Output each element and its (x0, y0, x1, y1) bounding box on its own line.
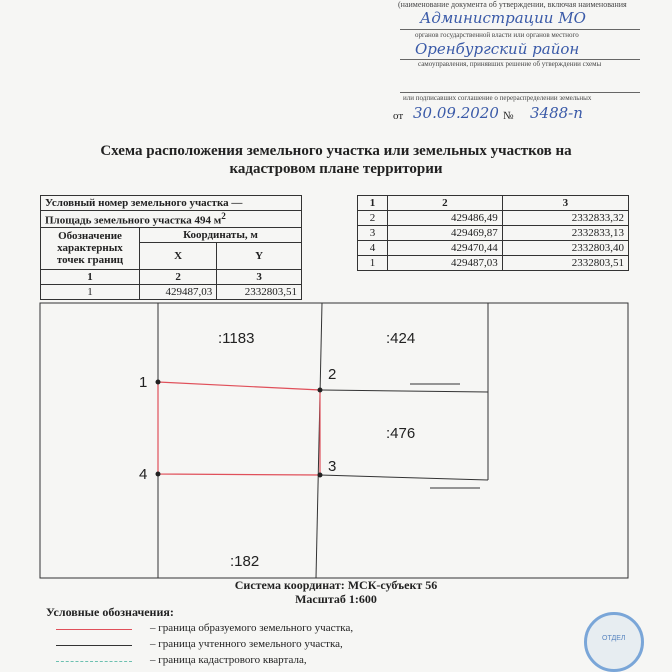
number-handwritten: 3488-п (530, 104, 583, 122)
authority-handwritten: Администрации МО (420, 9, 586, 27)
coord-system: Система координат: МСК-субъект 56 (234, 578, 438, 592)
index-cell: 3 (217, 269, 302, 284)
col-x: X (140, 242, 217, 269)
cell: 429487,03 (387, 256, 502, 271)
map-frame (40, 303, 628, 578)
scale: Масштаб 1:600 (295, 592, 377, 606)
cell: 429487,03 (140, 284, 217, 299)
title-line1: Схема расположения земельного участка или земельных участков на (100, 143, 572, 159)
existing-boundaries (158, 303, 488, 578)
number-sign: № (503, 110, 514, 122)
date-handwritten: 30.09.2020 (413, 104, 499, 122)
caption-3: самоуправления, принявших решение об утверждении схемы (418, 60, 602, 68)
index-cell: 1 (358, 196, 388, 211)
legend-title: Условные обозначения: (46, 605, 174, 619)
title-line2: кадастровом плане территории (229, 161, 443, 177)
area-label: Площадь земельного участка 494 м (45, 214, 222, 227)
col-coords: Координаты, м (140, 227, 302, 242)
area-sup: 2 (221, 211, 226, 221)
cell: 2332803,51 (502, 256, 628, 271)
caption-2: органов государственной власти или органов местного (415, 31, 579, 39)
boundary-points (156, 380, 323, 478)
cell: 2332803,51 (217, 284, 302, 299)
cell: 1 (41, 284, 140, 299)
cell: 2332803,40 (502, 241, 628, 256)
cell: 2332833,13 (502, 226, 628, 241)
parcel-label: :1183 (218, 330, 255, 347)
point-label: 2 (328, 366, 337, 383)
index-cell: 2 (387, 196, 502, 211)
caption-4: или подписавших соглашение о перераспределении земельных (403, 94, 592, 102)
legend-dashed-line (56, 661, 132, 662)
legend-item: – граница кадастрового квартала, (150, 654, 307, 666)
col-points: Обозначение характерных точек границ (41, 227, 140, 269)
legend-item: – граница учтенного земельного участка, (150, 638, 343, 650)
parcel-label: :424 (386, 330, 416, 347)
point-label: 3 (328, 458, 337, 475)
cell: 2332833,32 (502, 211, 628, 226)
cell: 3 (358, 226, 388, 241)
caption-1: (наименование документа об утверждении, включая наименования (398, 0, 627, 9)
parcel-number: Условный номер земельного участка — (41, 196, 302, 211)
new-parcel-boundary (158, 382, 320, 475)
cell: 429469,87 (387, 226, 502, 241)
legend-red-line (56, 629, 132, 630)
seal-stamp (584, 612, 644, 672)
col-y: Y (217, 242, 302, 269)
legend-item: – граница образуемого земельного участка, (150, 622, 354, 634)
parcel-label: :476 (386, 425, 416, 442)
index-cell: 2 (140, 269, 217, 284)
index-cell: 3 (502, 196, 628, 211)
cell: 4 (358, 241, 388, 256)
cell: 429470,44 (387, 241, 502, 256)
parcel-label: :182 (230, 553, 260, 570)
stamp-text: ОТДЕЛ (602, 635, 626, 642)
point-label: 4 (139, 466, 148, 483)
date-prefix: от (393, 110, 404, 122)
index-cell: 1 (41, 269, 140, 284)
cell: 1 (358, 256, 388, 271)
cell: 2 (358, 211, 388, 226)
legend-black-line (56, 645, 132, 646)
point-label: 1 (139, 374, 148, 391)
cell: 429486,49 (387, 211, 502, 226)
district-handwritten: Оренбургский район (415, 40, 580, 58)
